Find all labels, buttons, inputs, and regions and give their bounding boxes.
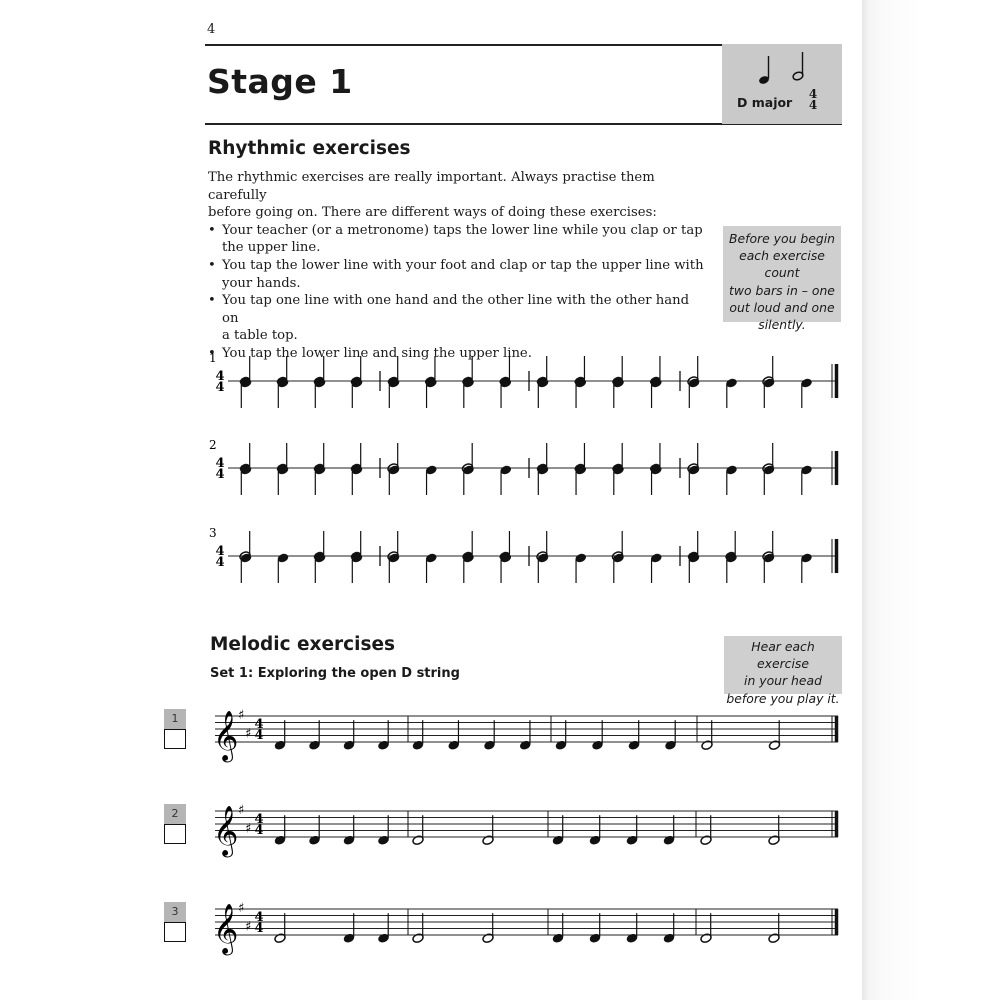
crotchet-note [425, 378, 437, 408]
crotchet-note [425, 553, 437, 583]
rhythmic-intro [208, 169, 708, 363]
time-sig-top: 4 [808, 87, 818, 101]
list-item [208, 222, 708, 257]
exercise-number: 3 [209, 526, 217, 540]
crotchet-note [537, 553, 549, 583]
crotchet-note [500, 553, 512, 583]
time-signature-top: 4 [215, 369, 225, 384]
crotchet-note [763, 553, 775, 583]
treble-clef-icon: 𝄞 [213, 904, 239, 954]
crotchet-note [800, 465, 812, 495]
crotchet-note [612, 378, 624, 408]
crotchet-note [688, 465, 700, 495]
crotchet-note [537, 378, 549, 408]
intro-line: The rhythmic exercises are really important. Always practise them carefully [208, 170, 655, 203]
time-signature-bottom: 4 [254, 728, 264, 743]
crotchet-note [800, 378, 812, 408]
time-signature-bottom: 4 [215, 467, 225, 482]
time-signature-bottom: 4 [215, 555, 225, 570]
crotchet-note [688, 378, 700, 408]
crotchet-note [763, 465, 775, 495]
crotchet-note [388, 553, 400, 583]
time-signature-top: 4 [254, 717, 264, 732]
tip-line: out loud and one [729, 299, 835, 315]
exercise-number: 3 [164, 902, 186, 922]
list-item-line: • You tap one line with one hand and the other line with the other hand on [222, 293, 690, 326]
rhythmic-heading: Rhythmic exercises [208, 138, 411, 159]
time-signature-top: 4 [215, 456, 225, 471]
set-title: Set 1: Exploring the open D string [210, 666, 460, 681]
crotchet-note [612, 553, 624, 583]
instructions-list [208, 222, 708, 363]
key-time-signature [806, 89, 820, 111]
list-item-line: • Your teacher (or a metronome) taps the lower line while you clap or tap [222, 222, 703, 238]
crotchet-note [388, 378, 400, 408]
list-item-line: your hands. [222, 275, 301, 291]
crotchet-note [388, 465, 400, 495]
tip-line: two bars in – one [729, 282, 835, 298]
sharp-icon: ♯ [238, 901, 245, 916]
crotchet-note [763, 378, 775, 408]
stage-title: Stage 1 [207, 62, 353, 101]
exercise-number: 2 [209, 438, 217, 452]
time-signature-bottom: 4 [254, 823, 264, 838]
crotchet-note [650, 553, 662, 583]
list-item-line: a table top. [222, 328, 298, 344]
sharp-icon: ♯ [238, 708, 245, 723]
crotchet-note [612, 465, 624, 495]
crotchet-note [725, 553, 737, 583]
crotchet-note [314, 553, 326, 583]
exercise-number: 1 [209, 351, 217, 365]
crotchet-note [462, 378, 474, 408]
crotchet-note [277, 553, 289, 583]
hear-tip [724, 636, 842, 706]
crotchet-note [650, 378, 662, 408]
crotchet-note [725, 378, 737, 408]
time-signature-top: 4 [254, 812, 264, 827]
rhythm-exercise-3 [0, 520, 860, 600]
crotchet-note [314, 465, 326, 495]
crotchet-note [725, 465, 737, 495]
crotchet-note [575, 465, 587, 495]
crotchet-note [240, 465, 252, 495]
crotchet-note [425, 465, 437, 495]
crotchet-note [500, 378, 512, 408]
crotchet-note [240, 553, 252, 583]
treble-clef-icon: 𝄞 [213, 806, 239, 856]
intro-line: before going on. There are different ways of doing these exercises: [208, 205, 657, 221]
stage-key-box [722, 44, 842, 124]
page-number: 4 [207, 22, 216, 37]
crotchet-note [351, 553, 363, 583]
crotchet-note [277, 465, 289, 495]
time-sig-bottom: 4 [808, 98, 818, 112]
list-item-line: • You tap the lower line with your foot and clap or tap the upper line with [222, 257, 704, 273]
list-item [208, 257, 708, 292]
sharp-icon: ♯ [245, 726, 252, 742]
tip-line: in your head [744, 673, 822, 689]
tip-line: Before you begin [728, 231, 836, 246]
crotchet-note [650, 465, 662, 495]
rhythm-exercise-2 [0, 432, 860, 512]
crotchet-note [500, 465, 512, 495]
time-signature-top: 4 [254, 910, 264, 925]
list-item-line: the upper line. [222, 240, 321, 256]
melodic-exercise-3 [0, 893, 860, 963]
time-signature-top: 4 [215, 544, 225, 559]
exercise-number: 2 [164, 804, 186, 824]
time-signature-bottom: 4 [254, 921, 264, 936]
crotchet-note [314, 378, 326, 408]
sharp-icon: ♯ [245, 919, 252, 935]
crotchet-note [800, 553, 812, 583]
tip-line: Hear each exercise [751, 639, 815, 672]
treble-clef-icon: 𝄞 [213, 711, 239, 761]
melodic-exercise-2 [0, 795, 860, 865]
crotchet-note [575, 378, 587, 408]
crotchet-note [462, 553, 474, 583]
page-gutter-shadow [862, 0, 1000, 1000]
list-item [208, 292, 708, 345]
melodic-heading: Melodic exercises [210, 634, 396, 655]
crotchet-note [688, 553, 700, 583]
key-label: D major [737, 95, 793, 110]
crotchet-note [537, 465, 549, 495]
sharp-icon: ♯ [245, 821, 252, 837]
rhythm-exercise-1 [0, 345, 860, 425]
crotchet-note [240, 378, 252, 408]
sharp-icon: ♯ [238, 803, 245, 818]
melodic-exercise-1 [0, 700, 860, 770]
crotchet-note [575, 553, 587, 583]
count-in-tip [723, 226, 841, 333]
crotchet-note [351, 465, 363, 495]
crotchet-note [462, 465, 474, 495]
tip-line: each exercise count [739, 248, 825, 281]
time-signature-bottom: 4 [215, 380, 225, 395]
exercise-number: 1 [164, 709, 186, 729]
crotchet-note [277, 378, 289, 408]
list-item-line: • You tap the lower line and sing the upper line. [222, 345, 532, 361]
tip-line: before you play it. [726, 690, 840, 706]
new-notes-icon [722, 44, 842, 124]
tip-line: silently. [758, 317, 806, 333]
crotchet-note [351, 378, 363, 408]
